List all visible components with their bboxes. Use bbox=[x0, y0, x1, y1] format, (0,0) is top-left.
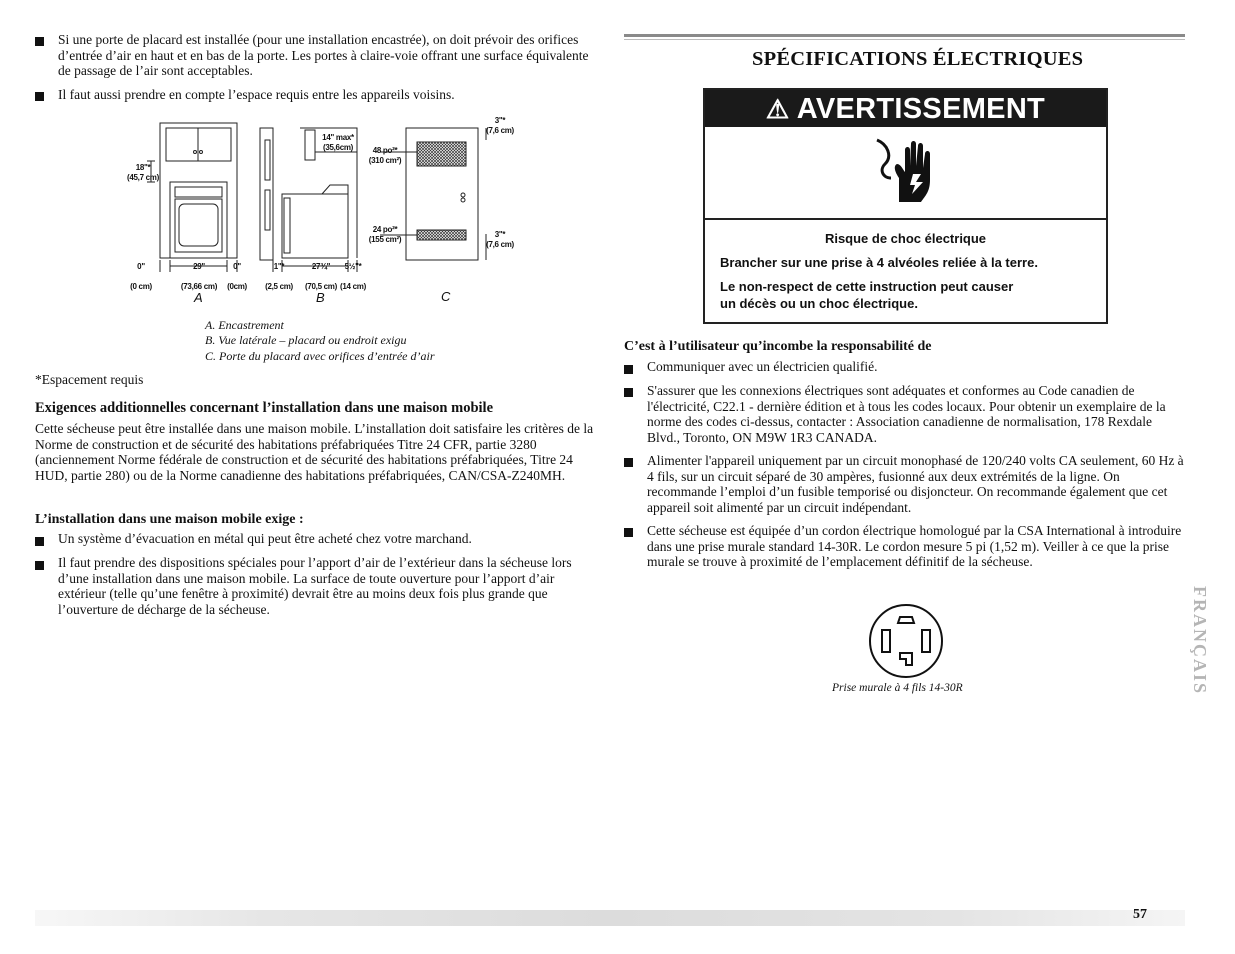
warning-triangle-icon: ⚠ bbox=[765, 94, 790, 124]
bullet-marker bbox=[35, 561, 44, 570]
bullet-text-neighbor-space: Il faut aussi prendre en compte l’espace requis entre les appareils voisins. bbox=[58, 87, 455, 102]
dim-b-24: 24 po²* (155 cm²) bbox=[368, 225, 402, 244]
resp-bullet-code: S'assurer que les connexions électriques sont adéquates et conformes au Code canadien de l'électricité, C22.1 - dernière édition et à tous les codes locaux. Pour obtenir un exemplaire de la norme des codes ci-dessus, contacter : Association canadienne de normalisation, 178 Rexdale Blvd., Toronto, ON M9W 1R3 CANADA. bbox=[647, 383, 1166, 445]
warning-header-text: AVERTISSEMENT bbox=[796, 93, 1046, 125]
figure-letter-b: B bbox=[316, 290, 325, 305]
mobile-home-requires-heading: L’installation dans une maison mobile exige : bbox=[35, 512, 304, 527]
bullet-text-closet-door: Si une porte de placard est installée (pour une installation encastrée), on doit prévoir des orifices d’entrée d’air en haut et en bas de la porte. Les portes à claire-voie offrant une surface équivalente de passage de l’air sont acceptables. bbox=[58, 32, 589, 79]
section-title: SPÉCIFICATIONS ÉLECTRIQUES bbox=[752, 48, 1084, 70]
warning-grounding-instruction: Brancher sur une prise à 4 alvéoles reliée à la terre. bbox=[720, 255, 1038, 270]
bullet-marker bbox=[624, 388, 633, 397]
dim-b-27: 27¾" (70,5 cm) bbox=[305, 262, 337, 291]
resp-bullet-electrician: Communiquer avec un électricien qualifié. bbox=[647, 359, 878, 374]
bullet-marker bbox=[624, 528, 633, 537]
bullet-marker bbox=[35, 537, 44, 546]
dim-a-18: 18"* (45,7 cm) bbox=[127, 163, 159, 182]
electric-shock-hand-icon bbox=[873, 134, 935, 210]
warning-consequence-1: Le non-respect de cette instruction peut causer bbox=[720, 279, 1014, 294]
outlet-14-30r-icon bbox=[867, 603, 945, 679]
mobile-home-paragraph: Cette sécheuse peut être installée dans une maison mobile. L’installation doit satisfaire les critères de la Norme de construction et de sécurité des habitations préfabriquées Titre 24 CFR, partie 3280 (anciennement Norme fédérale de construction et de sécurité des habitations préfabriquées, Titre 24 HUD, partie 280) ou de la Norme canadienne des habitations préfabriquées, CAN/CSA-Z240MH. bbox=[35, 421, 594, 483]
bullet-marker bbox=[35, 37, 44, 46]
dim-a-29: 29" (73,66 cm) bbox=[180, 262, 218, 291]
dim-b-5: 5½"* (14 cm) bbox=[340, 262, 366, 291]
footer-bar bbox=[35, 910, 1185, 926]
dim-a-0-right: 0" (0cm) bbox=[227, 262, 247, 291]
dim-b-14-max: 14" max* (35,6cm) bbox=[322, 133, 354, 152]
dim-b-48: 48 po²* (310 cm²) bbox=[368, 146, 402, 165]
mobile-home-heading: Exigences additionnelles concernant l’installation dans une maison mobile bbox=[35, 400, 494, 416]
requires-bullet-exhaust: Un système d’évacuation en métal qui peut être acheté chez votre marchand. bbox=[58, 531, 472, 546]
warning-divider-top bbox=[705, 218, 1106, 220]
warning-box bbox=[703, 88, 1108, 324]
bullet-marker bbox=[35, 92, 44, 101]
dim-b-1: 1"* (2,5 cm) bbox=[265, 262, 293, 291]
warning-risk-title: Risque de choc électrique bbox=[824, 231, 987, 246]
figure-caption-a: A. Encastrement bbox=[205, 318, 284, 332]
figure-letter-a: A bbox=[194, 290, 203, 305]
resp-bullet-cord: Cette sécheuse est équipée d’un cordon électrique homologué par la CSA International à introduire dans une prise murale standard 14-30R. Le cordon mesure 5 pi (1,52 m). Veiller à ce que la prise murale se trouve à proximité de l’emplacement définitif de la sécheuse. bbox=[647, 523, 1182, 570]
language-side-tab: FRANÇAIS bbox=[1190, 586, 1210, 696]
figure-letter-c: C bbox=[441, 289, 451, 304]
warning-consequence-2: un décès ou un choc électrique. bbox=[720, 296, 918, 311]
outlet-caption: Prise murale à 4 fils 14-30R bbox=[832, 682, 963, 694]
section-rule bbox=[624, 34, 1185, 37]
warning-header bbox=[705, 90, 1106, 127]
resp-bullet-circuit: Alimenter l'appareil uniquement par un circuit monophasé de 120/240 volts CA seulement, 60 Hz à 4 fils, sur un circuit séparé de 30 ampères, fusionné aux deux extrémités de la ligne. On recommande l’emploi d’un fusible temporisé ou disjoncteur. On recommande également que cet appareil soit alimenté par un circuit indépendant. bbox=[647, 453, 1184, 515]
bullet-marker bbox=[624, 458, 633, 467]
requires-bullet-air-supply: Il faut prendre des dispositions spéciales pour l’apport d’air de l’extérieur dans la sécheuse lors d’une installation dans une maison mobile. La surface de toute ouverture pour l’apport d’air extérieur (telle qu’une fenêtre à proximité) devrait être au moins deux fois plus grande que l’ouverture de décharge de la sécheuse. bbox=[58, 555, 572, 617]
page-number: 57 bbox=[1133, 907, 1147, 922]
dim-c-3-top: 3"* (7,6 cm) bbox=[486, 116, 514, 135]
dim-c-3-bottom: 3"* (7,6 cm) bbox=[486, 230, 514, 249]
bullet-marker bbox=[624, 365, 633, 374]
figure-caption-c: C. Porte du placard avec orifices d’entrée d’air bbox=[205, 349, 435, 363]
responsibility-heading: C’est à l’utilisateur qu’incombe la responsabilité de bbox=[624, 339, 932, 354]
figure-caption-b: B. Vue latérale – placard ou endroit exigu bbox=[205, 333, 407, 347]
dim-a-0-left: 0" (0 cm) bbox=[130, 262, 152, 291]
section-rule-thin bbox=[624, 39, 1185, 40]
required-spacing-note: *Espacement requis bbox=[35, 372, 144, 387]
